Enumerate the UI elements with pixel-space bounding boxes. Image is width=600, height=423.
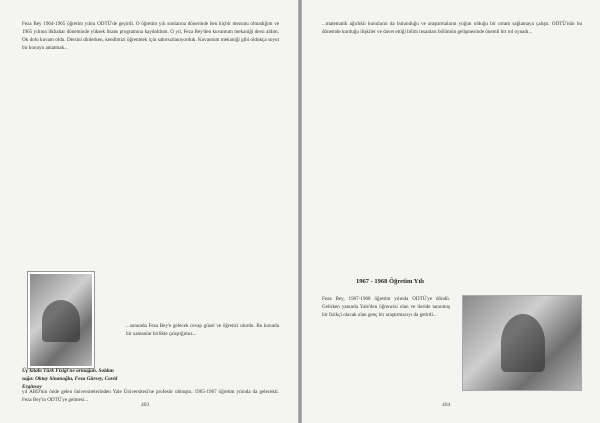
page-number: 403 xyxy=(141,402,150,408)
right-page xyxy=(302,0,600,423)
photo-caption: Üç kitabı Türk Fiziği'ne armağan. Soldan sağa: Oktay Sinanoğlu, Feza Gürsey, Cavid Erginsoy xyxy=(22,368,118,390)
left-paragraph-b: ...sonunda Feza Bey'e gelecek cevap güzel ve öğretici olurdu. Bu konuda bir zamanlar birlikte çalıştığımız... xyxy=(126,323,279,337)
right-paragraph-a: ...matematik ağırlıklı konuların da bulunduğu ve araştırmaların yoğun olduğu bir ortam sağlamaya çalıştı. ODTÜ'nün bu dönemde kurduğu ilişkiler ve davet ettiği bilim insanları bölümün gelişmesinde önemli bir rol oynadı... xyxy=(322,21,582,35)
person-shape xyxy=(501,314,545,372)
figure-shape xyxy=(42,300,80,342)
page-number: 404 xyxy=(442,402,451,408)
left-paragraph-a: Feza Bey 1964-1965 öğretim yılını ODTÜ'de geçirdi. O öğretim yılı sonlarına dönerinde ben hiçbir mezunu olmadığım ve 1965 yılının ilkbahar döneminde yüksek lisans programına kaydoldum. O yıl, Feza Bey'den kuvantum mekaniği dersi aldım. Ok dolu kuvam oldu. Dersini dinlerken, kendimizi öğrenmek için sabırsızlanıyorduk. Kuvantum mekaniği gibi oldukça soyut bir konuyu anlatmak... xyxy=(22,21,279,51)
portrait-photo xyxy=(462,295,582,391)
right-paragraph-b: Feza Bey, 1967-1968 öğretim yılında ODTÜ'ye döndü. Gelirken yanında Yale'den öğrencisi olan ve ileride tanınmış bir fizikçi olacak olan genç bir araştırmacıyı da getirdi... xyxy=(322,296,450,318)
left-paragraph-c: yıl ABD'nin önde gelen üniversitelerinden Yale Üniversitesi'ne profesör olmuştu. 1965-1967 öğretim yılında da gelecekti. Feza Bey'in ODTÜ'ye gelmesi... xyxy=(22,389,279,403)
section-title: 1967 - 1968 Öğretim Yılı xyxy=(356,278,424,285)
left-page xyxy=(0,0,298,423)
book-photo xyxy=(28,272,94,368)
